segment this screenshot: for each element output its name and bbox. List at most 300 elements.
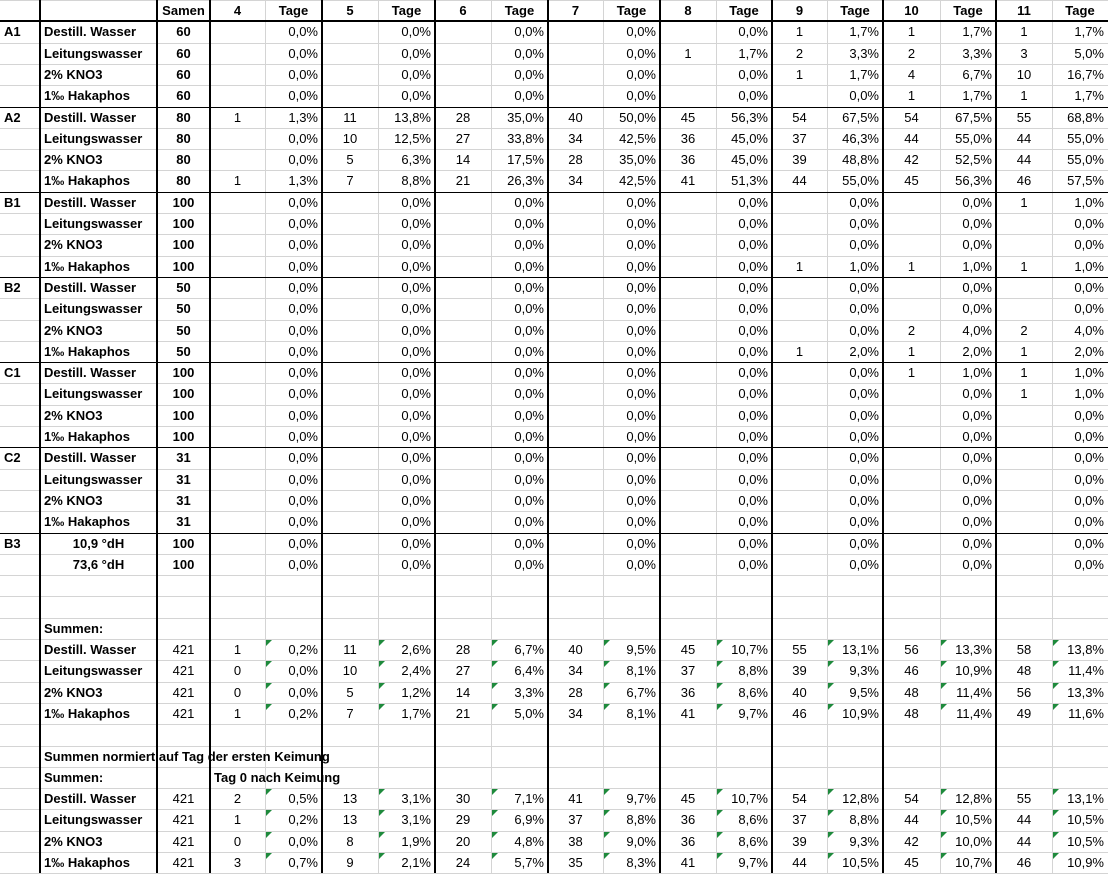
germinated-count-cell[interactable] bbox=[548, 405, 603, 426]
seed-count-cell[interactable]: 421 bbox=[172, 855, 195, 870]
germination-percent-cell[interactable]: 0,0% bbox=[401, 492, 431, 508]
germinated-count-cell[interactable] bbox=[435, 277, 491, 298]
germination-percent-cell[interactable]: 11,4% bbox=[1068, 663, 1104, 679]
row-label[interactable]: 2% KNO3 bbox=[44, 237, 103, 253]
header-samen[interactable]: Samen bbox=[162, 3, 205, 18]
germination-percent-cell[interactable]: 0,0% bbox=[962, 407, 992, 423]
row-label[interactable]: 2% KNO3 bbox=[44, 322, 103, 338]
germinated-count-cell[interactable] bbox=[210, 554, 265, 575]
header-day-number[interactable]: 8 bbox=[684, 3, 692, 18]
germination-percent-cell[interactable]: 3,3% bbox=[962, 45, 992, 61]
germinated-count-cell[interactable] bbox=[883, 298, 940, 319]
germinated-count-cell[interactable]: 42 bbox=[904, 833, 919, 849]
germinated-count-cell[interactable] bbox=[322, 341, 378, 362]
germinated-count-cell[interactable]: 1 bbox=[1020, 258, 1028, 274]
germinated-count-cell[interactable]: 3 bbox=[1020, 45, 1028, 61]
germinated-count-cell[interactable] bbox=[210, 405, 265, 426]
germination-percent-cell[interactable]: 2,0% bbox=[962, 343, 992, 359]
seed-count-cell[interactable]: 421 bbox=[172, 812, 195, 828]
germinated-count-cell[interactable]: 55 bbox=[1016, 791, 1032, 807]
germination-percent-cell[interactable]: 48,8% bbox=[842, 152, 879, 168]
germinated-count-cell[interactable]: 7 bbox=[346, 705, 354, 721]
germination-percent-cell[interactable]: 0,0% bbox=[401, 386, 431, 402]
germinated-count-cell[interactable] bbox=[210, 43, 265, 64]
seed-count-cell[interactable]: 50 bbox=[176, 301, 191, 317]
germination-percent-cell[interactable]: 0,0% bbox=[401, 514, 431, 530]
germination-percent-cell[interactable]: 0,0% bbox=[288, 471, 318, 487]
germinated-count-cell[interactable]: 34 bbox=[568, 663, 583, 679]
row-label[interactable]: 73,6 °dH bbox=[72, 556, 125, 572]
germination-percent-cell[interactable]: 0,0% bbox=[288, 301, 318, 317]
row-label[interactable]: 2% KNO3 bbox=[44, 833, 103, 849]
germinated-count-cell[interactable] bbox=[322, 213, 378, 234]
group-id[interactable]: A2 bbox=[4, 109, 21, 125]
germinated-count-cell[interactable]: 46 bbox=[1016, 855, 1032, 870]
header-unit-tage[interactable]: Tage bbox=[840, 3, 870, 18]
germination-percent-cell[interactable]: 0,0% bbox=[738, 66, 768, 82]
germination-percent-cell[interactable]: 1,9% bbox=[401, 833, 431, 849]
germinated-count-cell[interactable]: 45 bbox=[680, 109, 696, 125]
germination-percent-cell[interactable]: 9,3% bbox=[849, 833, 879, 849]
germination-percent-cell[interactable]: 0,0% bbox=[626, 492, 656, 508]
row-label[interactable]: Leitungswasser bbox=[44, 812, 143, 828]
germinated-count-cell[interactable] bbox=[548, 362, 603, 383]
germinated-count-cell[interactable] bbox=[435, 64, 491, 85]
seed-count-cell[interactable]: 421 bbox=[172, 791, 195, 807]
germination-percent-cell[interactable]: 0,0% bbox=[626, 216, 656, 231]
germinated-count-cell[interactable] bbox=[322, 256, 378, 277]
germinated-count-cell[interactable] bbox=[883, 383, 940, 404]
germinated-count-cell[interactable] bbox=[548, 447, 603, 468]
germinated-count-cell[interactable] bbox=[210, 362, 265, 383]
germination-percent-cell[interactable]: 1,3% bbox=[288, 173, 318, 189]
germination-percent-cell[interactable]: 0,0% bbox=[1074, 492, 1104, 508]
germinated-count-cell[interactable] bbox=[772, 469, 827, 490]
germinated-count-cell[interactable] bbox=[210, 298, 265, 319]
germination-percent-cell[interactable]: 13,8% bbox=[1067, 642, 1104, 657]
germinated-count-cell[interactable] bbox=[210, 192, 265, 213]
germination-percent-cell[interactable]: 1,7% bbox=[962, 88, 992, 104]
germinated-count-cell[interactable] bbox=[322, 192, 378, 213]
germinated-count-cell[interactable] bbox=[996, 469, 1052, 490]
germinated-count-cell[interactable] bbox=[996, 511, 1052, 532]
germination-percent-cell[interactable]: 3,1% bbox=[401, 812, 431, 828]
germinated-count-cell[interactable]: 37 bbox=[792, 812, 807, 828]
germination-percent-cell[interactable]: 0,0% bbox=[738, 343, 768, 359]
germinated-count-cell[interactable]: 44 bbox=[1016, 152, 1032, 168]
germinated-count-cell[interactable] bbox=[660, 490, 716, 511]
seed-count-cell[interactable]: 80 bbox=[176, 173, 191, 189]
germination-percent-cell[interactable]: 9,5% bbox=[626, 642, 656, 657]
germination-percent-cell[interactable]: 0,0% bbox=[738, 237, 768, 253]
germination-percent-cell[interactable]: 10,9% bbox=[842, 705, 879, 721]
germinated-count-cell[interactable] bbox=[660, 277, 716, 298]
germination-percent-cell[interactable]: 9,3% bbox=[849, 663, 879, 679]
germinated-count-cell[interactable] bbox=[548, 490, 603, 511]
germination-percent-cell[interactable]: 10,5% bbox=[842, 855, 879, 870]
germinated-count-cell[interactable] bbox=[210, 21, 265, 42]
germinated-count-cell[interactable]: 44 bbox=[1016, 833, 1032, 849]
germinated-count-cell[interactable] bbox=[210, 64, 265, 85]
germination-percent-cell[interactable]: 0,5% bbox=[288, 791, 318, 807]
seed-count-cell[interactable]: 100 bbox=[172, 237, 195, 253]
germination-percent-cell[interactable]: 0,0% bbox=[288, 88, 318, 104]
germinated-count-cell[interactable]: 2 bbox=[1020, 322, 1028, 338]
germinated-count-cell[interactable] bbox=[548, 43, 603, 64]
row-label[interactable]: 10,9 °dH bbox=[72, 535, 125, 551]
germination-percent-cell[interactable]: 0,0% bbox=[738, 194, 768, 210]
germinated-count-cell[interactable] bbox=[996, 490, 1052, 511]
germinated-count-cell[interactable] bbox=[772, 192, 827, 213]
seed-count-cell[interactable]: 31 bbox=[176, 471, 191, 487]
row-label[interactable]: Leitungswasser bbox=[44, 216, 143, 231]
germinated-count-cell[interactable]: 36 bbox=[680, 833, 696, 849]
germinated-count-cell[interactable] bbox=[548, 277, 603, 298]
germination-percent-cell[interactable]: 0,0% bbox=[849, 301, 879, 317]
germination-percent-cell[interactable]: 0,0% bbox=[962, 514, 992, 530]
germination-percent-cell[interactable]: 0,0% bbox=[849, 514, 879, 530]
header-unit-tage[interactable]: Tage bbox=[1065, 3, 1095, 18]
germinated-count-cell[interactable]: 40 bbox=[568, 109, 583, 125]
seed-count-cell[interactable]: 31 bbox=[176, 514, 191, 530]
germination-percent-cell[interactable]: 51,3% bbox=[731, 173, 768, 189]
germination-percent-cell[interactable]: 0,0% bbox=[401, 237, 431, 253]
germinated-count-cell[interactable]: 1 bbox=[233, 705, 242, 721]
germination-percent-cell[interactable]: 1,3% bbox=[288, 109, 318, 125]
germinated-count-cell[interactable] bbox=[322, 447, 378, 468]
germination-percent-cell[interactable]: 1,7% bbox=[738, 45, 768, 61]
germination-percent-cell[interactable]: 0,0% bbox=[1074, 450, 1104, 466]
germinated-count-cell[interactable]: 21 bbox=[455, 705, 471, 721]
row-label[interactable]: Leitungswasser bbox=[44, 130, 143, 146]
germination-percent-cell[interactable]: 55,0% bbox=[1067, 130, 1104, 146]
germination-percent-cell[interactable]: 0,0% bbox=[288, 45, 318, 61]
germination-percent-cell[interactable]: 13,1% bbox=[1067, 791, 1104, 807]
germinated-count-cell[interactable]: 2 bbox=[233, 791, 242, 807]
germination-percent-cell[interactable]: 1,7% bbox=[1074, 24, 1104, 40]
germinated-count-cell[interactable] bbox=[883, 533, 940, 554]
germination-percent-cell[interactable]: 0,0% bbox=[738, 24, 768, 40]
germinated-count-cell[interactable] bbox=[772, 213, 827, 234]
row-label[interactable]: Destill. Wasser bbox=[44, 365, 137, 381]
germination-percent-cell[interactable]: 0,0% bbox=[1074, 237, 1104, 253]
germination-percent-cell[interactable]: 0,0% bbox=[626, 407, 656, 423]
germination-percent-cell[interactable]: 0,0% bbox=[514, 492, 544, 508]
germinated-count-cell[interactable] bbox=[660, 383, 716, 404]
germinated-count-cell[interactable]: 1 bbox=[795, 258, 804, 274]
seed-count-cell[interactable]: 31 bbox=[176, 492, 191, 508]
germinated-count-cell[interactable] bbox=[772, 554, 827, 575]
germination-percent-cell[interactable]: 0,0% bbox=[1074, 407, 1104, 423]
germinated-count-cell[interactable]: 56 bbox=[904, 642, 919, 657]
germinated-count-cell[interactable] bbox=[660, 213, 716, 234]
germinated-count-cell[interactable]: 44 bbox=[792, 855, 807, 870]
germinated-count-cell[interactable] bbox=[322, 554, 378, 575]
germination-percent-cell[interactable]: 13,3% bbox=[955, 642, 992, 657]
germinated-count-cell[interactable] bbox=[435, 320, 491, 341]
germination-percent-cell[interactable]: 10,7% bbox=[955, 855, 992, 870]
germination-percent-cell[interactable]: 10,9% bbox=[955, 663, 992, 679]
normiert-note[interactable]: Tag 0 nach Keimung bbox=[214, 769, 341, 785]
germination-percent-cell[interactable]: 9,0% bbox=[626, 833, 656, 849]
germinated-count-cell[interactable] bbox=[772, 298, 827, 319]
germinated-count-cell[interactable]: 11 bbox=[343, 642, 357, 657]
germination-percent-cell[interactable]: 6,7% bbox=[626, 684, 656, 700]
germinated-count-cell[interactable] bbox=[435, 298, 491, 319]
germination-percent-cell[interactable]: 0,0% bbox=[849, 386, 879, 402]
germinated-count-cell[interactable]: 41 bbox=[680, 855, 696, 870]
germinated-count-cell[interactable]: 46 bbox=[1016, 173, 1032, 189]
germinated-count-cell[interactable]: 45 bbox=[680, 642, 696, 657]
seed-count-cell[interactable]: 50 bbox=[176, 322, 191, 338]
germinated-count-cell[interactable]: 1 bbox=[907, 24, 916, 40]
germination-percent-cell[interactable]: 57,5% bbox=[1067, 173, 1104, 189]
germinated-count-cell[interactable] bbox=[210, 511, 265, 532]
germination-percent-cell[interactable]: 0,0% bbox=[288, 407, 318, 423]
germinated-count-cell[interactable]: 48 bbox=[904, 705, 919, 721]
germinated-count-cell[interactable] bbox=[435, 341, 491, 362]
germinated-count-cell[interactable]: 44 bbox=[792, 173, 807, 189]
germination-percent-cell[interactable]: 0,0% bbox=[626, 386, 656, 402]
germination-percent-cell[interactable]: 0,0% bbox=[626, 66, 656, 82]
germinated-count-cell[interactable] bbox=[548, 64, 603, 85]
germination-percent-cell[interactable]: 12,5% bbox=[394, 130, 431, 146]
germination-percent-cell[interactable]: 1,0% bbox=[1074, 386, 1104, 402]
seed-count-cell[interactable]: 80 bbox=[176, 152, 191, 168]
germination-percent-cell[interactable]: 0,0% bbox=[514, 535, 544, 551]
row-label[interactable]: 1‰ Hakaphos bbox=[44, 258, 130, 274]
germination-percent-cell[interactable]: 68,8% bbox=[1067, 109, 1104, 125]
seed-count-cell[interactable]: 100 bbox=[172, 258, 195, 274]
germinated-count-cell[interactable] bbox=[660, 298, 716, 319]
germination-percent-cell[interactable]: 11,6% bbox=[1068, 705, 1104, 721]
germinated-count-cell[interactable]: 9 bbox=[346, 855, 354, 870]
normiert-subtitle[interactable]: Summen: bbox=[44, 769, 104, 785]
germination-percent-cell[interactable]: 0,0% bbox=[288, 514, 318, 530]
germination-percent-cell[interactable]: 3,1% bbox=[401, 791, 431, 807]
germinated-count-cell[interactable]: 8 bbox=[346, 833, 354, 849]
germinated-count-cell[interactable]: 1 bbox=[233, 812, 242, 828]
seed-count-cell[interactable]: 100 bbox=[172, 556, 195, 572]
germination-percent-cell[interactable]: 0,0% bbox=[962, 429, 992, 444]
germination-percent-cell[interactable]: 0,0% bbox=[962, 450, 992, 466]
germinated-count-cell[interactable] bbox=[322, 21, 378, 42]
germinated-count-cell[interactable]: 55 bbox=[1016, 109, 1032, 125]
germinated-count-cell[interactable] bbox=[322, 298, 378, 319]
germinated-count-cell[interactable] bbox=[772, 277, 827, 298]
germinated-count-cell[interactable]: 1 bbox=[233, 642, 242, 657]
germination-percent-cell[interactable]: 0,0% bbox=[849, 429, 879, 444]
germination-percent-cell[interactable]: 0,0% bbox=[626, 45, 656, 61]
germinated-count-cell[interactable] bbox=[548, 426, 603, 447]
germinated-count-cell[interactable]: 2 bbox=[907, 322, 916, 338]
germination-percent-cell[interactable]: 8,8% bbox=[401, 173, 431, 189]
germination-percent-cell[interactable]: 0,0% bbox=[401, 88, 431, 104]
germination-percent-cell[interactable]: 6,7% bbox=[962, 66, 992, 82]
germination-percent-cell[interactable]: 3,3% bbox=[849, 45, 879, 61]
germination-percent-cell[interactable]: 0,0% bbox=[962, 386, 992, 402]
germinated-count-cell[interactable]: 40 bbox=[568, 642, 583, 657]
germinated-count-cell[interactable] bbox=[435, 511, 491, 532]
germinated-count-cell[interactable] bbox=[435, 490, 491, 511]
germination-percent-cell[interactable]: 2,0% bbox=[1074, 343, 1104, 359]
germinated-count-cell[interactable]: 46 bbox=[904, 663, 919, 679]
germination-percent-cell[interactable]: 0,0% bbox=[962, 471, 992, 487]
germination-percent-cell[interactable]: 0,0% bbox=[514, 216, 544, 231]
germination-percent-cell[interactable]: 0,0% bbox=[962, 492, 992, 508]
germinated-count-cell[interactable]: 1 bbox=[233, 109, 242, 125]
germinated-count-cell[interactable]: 44 bbox=[904, 812, 919, 828]
group-id[interactable]: B3 bbox=[4, 535, 21, 551]
germination-percent-cell[interactable]: 0,0% bbox=[288, 492, 318, 508]
germination-percent-cell[interactable]: 8,8% bbox=[738, 663, 768, 679]
germination-percent-cell[interactable]: 0,0% bbox=[288, 429, 318, 444]
germination-percent-cell[interactable]: 1,7% bbox=[849, 66, 879, 82]
header-day-number[interactable]: 11 bbox=[1017, 3, 1031, 18]
germinated-count-cell[interactable]: 1 bbox=[233, 173, 242, 189]
germinated-count-cell[interactable]: 58 bbox=[1016, 642, 1032, 657]
germinated-count-cell[interactable] bbox=[883, 277, 940, 298]
germinated-count-cell[interactable] bbox=[883, 469, 940, 490]
germinated-count-cell[interactable]: 1 bbox=[1020, 365, 1028, 381]
germinated-count-cell[interactable] bbox=[435, 21, 491, 42]
row-label[interactable]: Destill. Wasser bbox=[44, 279, 137, 295]
germinated-count-cell[interactable] bbox=[660, 554, 716, 575]
germinated-count-cell[interactable] bbox=[322, 43, 378, 64]
germination-percent-cell[interactable]: 50,0% bbox=[619, 109, 656, 125]
germination-percent-cell[interactable]: 0,0% bbox=[962, 301, 992, 317]
germination-percent-cell[interactable]: 0,0% bbox=[1074, 216, 1104, 231]
germination-percent-cell[interactable]: 0,0% bbox=[626, 194, 656, 210]
germination-percent-cell[interactable]: 0,0% bbox=[738, 258, 768, 274]
germination-percent-cell[interactable]: 0,0% bbox=[514, 322, 544, 338]
germinated-count-cell[interactable] bbox=[883, 234, 940, 255]
germinated-count-cell[interactable]: 45 bbox=[680, 791, 696, 807]
germination-percent-cell[interactable]: 33,8% bbox=[507, 130, 544, 146]
germination-percent-cell[interactable]: 0,0% bbox=[962, 279, 992, 295]
germinated-count-cell[interactable] bbox=[660, 405, 716, 426]
germinated-count-cell[interactable]: 5 bbox=[346, 152, 354, 168]
seed-count-cell[interactable]: 100 bbox=[172, 216, 195, 231]
germinated-count-cell[interactable]: 48 bbox=[904, 684, 919, 700]
germination-percent-cell[interactable]: 0,0% bbox=[514, 301, 544, 317]
group-id[interactable]: C1 bbox=[4, 365, 21, 381]
germination-percent-cell[interactable]: 11,4% bbox=[956, 705, 992, 721]
germinated-count-cell[interactable] bbox=[435, 85, 491, 106]
germinated-count-cell[interactable] bbox=[435, 533, 491, 554]
germinated-count-cell[interactable]: 14 bbox=[455, 152, 471, 168]
germination-percent-cell[interactable]: 0,0% bbox=[962, 556, 992, 572]
germination-percent-cell[interactable]: 0,0% bbox=[626, 514, 656, 530]
germinated-count-cell[interactable] bbox=[883, 426, 940, 447]
germinated-count-cell[interactable]: 4 bbox=[907, 66, 916, 82]
header-day-number[interactable]: 4 bbox=[233, 3, 242, 18]
germination-percent-cell[interactable]: 0,0% bbox=[1074, 535, 1104, 551]
germination-percent-cell[interactable]: 8,3% bbox=[626, 855, 656, 870]
germinated-count-cell[interactable] bbox=[548, 554, 603, 575]
germinated-count-cell[interactable] bbox=[548, 533, 603, 554]
germinated-count-cell[interactable] bbox=[322, 320, 378, 341]
germination-percent-cell[interactable]: 0,0% bbox=[514, 450, 544, 466]
germination-percent-cell[interactable]: 0,0% bbox=[288, 535, 318, 551]
row-label[interactable]: 2% KNO3 bbox=[44, 66, 103, 82]
germination-percent-cell[interactable]: 9,5% bbox=[849, 684, 879, 700]
germinated-count-cell[interactable] bbox=[322, 426, 378, 447]
germination-percent-cell[interactable]: 0,0% bbox=[288, 130, 318, 146]
germinated-count-cell[interactable]: 37 bbox=[568, 812, 583, 828]
germination-percent-cell[interactable]: 0,0% bbox=[738, 216, 768, 231]
germinated-count-cell[interactable]: 36 bbox=[680, 152, 696, 168]
germinated-count-cell[interactable] bbox=[772, 533, 827, 554]
germination-percent-cell[interactable]: 10,0% bbox=[955, 833, 992, 849]
row-label[interactable]: 1‰ Hakaphos bbox=[44, 429, 130, 444]
germination-percent-cell[interactable]: 1,0% bbox=[1074, 258, 1104, 274]
germination-percent-cell[interactable]: 56,3% bbox=[955, 173, 992, 189]
germinated-count-cell[interactable] bbox=[435, 554, 491, 575]
germinated-count-cell[interactable] bbox=[660, 511, 716, 532]
germinated-count-cell[interactable] bbox=[548, 341, 603, 362]
germinated-count-cell[interactable] bbox=[883, 447, 940, 468]
germinated-count-cell[interactable] bbox=[435, 192, 491, 213]
germination-percent-cell[interactable]: 0,0% bbox=[401, 322, 431, 338]
row-label[interactable]: 1‰ Hakaphos bbox=[44, 343, 130, 359]
germinated-count-cell[interactable] bbox=[660, 362, 716, 383]
germinated-count-cell[interactable] bbox=[435, 383, 491, 404]
germination-percent-cell[interactable]: 0,0% bbox=[514, 194, 544, 210]
row-label[interactable]: 2% KNO3 bbox=[44, 152, 103, 168]
germination-percent-cell[interactable]: 0,0% bbox=[288, 258, 318, 274]
germinated-count-cell[interactable] bbox=[210, 234, 265, 255]
germination-percent-cell[interactable]: 0,0% bbox=[401, 66, 431, 82]
row-label[interactable]: 1‰ Hakaphos bbox=[44, 514, 130, 530]
germinated-count-cell[interactable] bbox=[322, 533, 378, 554]
germination-percent-cell[interactable]: 8,6% bbox=[738, 684, 768, 700]
germinated-count-cell[interactable] bbox=[660, 469, 716, 490]
germinated-count-cell[interactable]: 1 bbox=[907, 365, 916, 381]
germination-percent-cell[interactable]: 0,0% bbox=[514, 88, 544, 104]
germination-percent-cell[interactable]: 0,0% bbox=[849, 365, 879, 381]
germinated-count-cell[interactable] bbox=[210, 383, 265, 404]
group-id[interactable]: C2 bbox=[4, 450, 21, 466]
germinated-count-cell[interactable] bbox=[996, 426, 1052, 447]
germination-percent-cell[interactable]: 6,9% bbox=[514, 812, 544, 828]
germination-percent-cell[interactable]: 42,5% bbox=[619, 130, 656, 146]
germinated-count-cell[interactable]: 1 bbox=[795, 66, 804, 82]
germination-percent-cell[interactable]: 10,7% bbox=[731, 642, 768, 657]
germinated-count-cell[interactable] bbox=[660, 426, 716, 447]
germination-percent-cell[interactable]: 5,0% bbox=[1074, 45, 1104, 61]
germinated-count-cell[interactable] bbox=[548, 234, 603, 255]
seed-count-cell[interactable]: 80 bbox=[176, 130, 191, 146]
germinated-count-cell[interactable] bbox=[322, 64, 378, 85]
germinated-count-cell[interactable] bbox=[210, 469, 265, 490]
germination-percent-cell[interactable]: 2,4% bbox=[401, 663, 431, 679]
germination-percent-cell[interactable]: 0,0% bbox=[401, 556, 431, 572]
germinated-count-cell[interactable] bbox=[996, 405, 1052, 426]
row-label[interactable]: Leitungswasser bbox=[44, 301, 143, 317]
germination-percent-cell[interactable]: 2,1% bbox=[401, 855, 431, 870]
germination-percent-cell[interactable]: 0,0% bbox=[288, 833, 318, 849]
germination-percent-cell[interactable]: 0,0% bbox=[514, 429, 544, 444]
germination-percent-cell[interactable]: 10,5% bbox=[955, 812, 992, 828]
header-unit-tage[interactable]: Tage bbox=[616, 3, 647, 18]
germinated-count-cell[interactable] bbox=[548, 383, 603, 404]
row-label[interactable]: Destill. Wasser bbox=[44, 109, 137, 125]
germination-percent-cell[interactable]: 0,0% bbox=[626, 343, 656, 359]
germinated-count-cell[interactable]: 35 bbox=[568, 855, 583, 870]
germination-percent-cell[interactable]: 0,0% bbox=[401, 365, 431, 381]
row-label[interactable]: 2% KNO3 bbox=[44, 684, 103, 700]
